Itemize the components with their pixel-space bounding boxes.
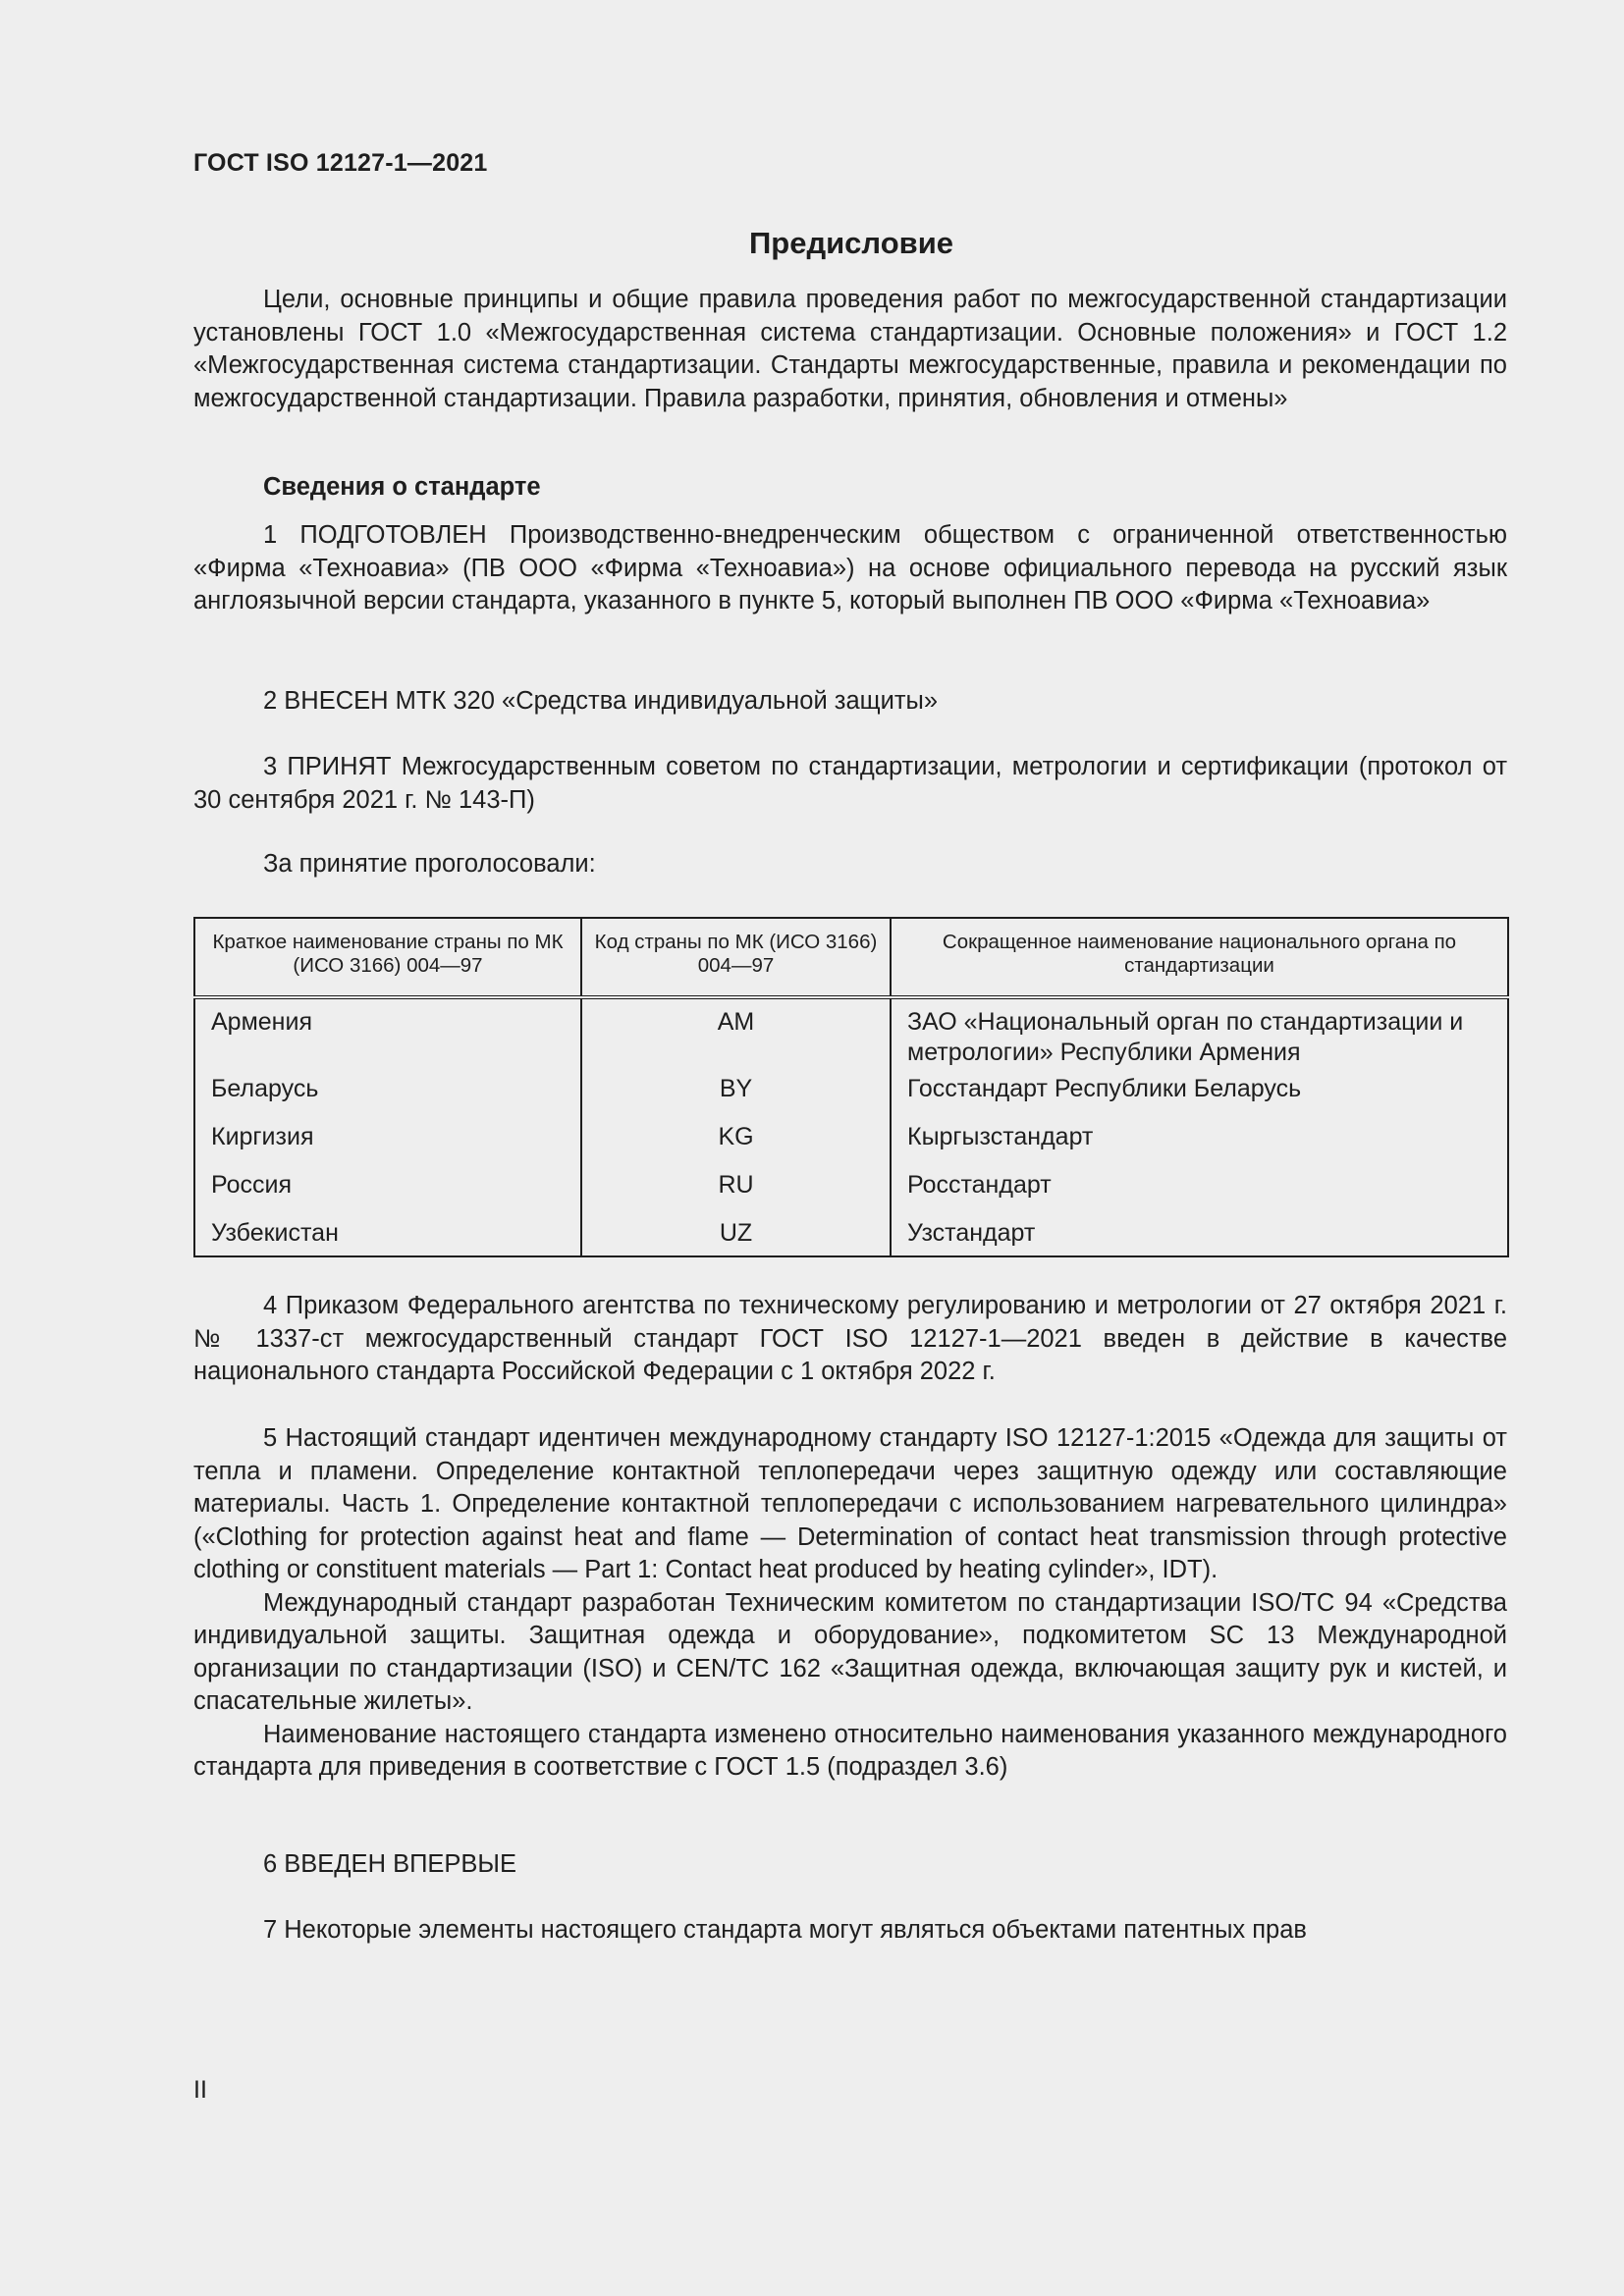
item-6-paragraph: 6 ВВЕДЕН ВПЕРВЫЕ bbox=[263, 1850, 517, 1878]
country-cell: Армения bbox=[194, 997, 581, 1074]
item-7-paragraph: 7 Некоторые элементы настоящего стандарта могут являться объектами патентных прав bbox=[263, 1916, 1307, 1944]
table-row bbox=[194, 1074, 1508, 1122]
item-1-block bbox=[193, 519, 1507, 618]
column-header-code: Код страны по МК (ИСО 3166) 004—97 bbox=[581, 918, 891, 997]
section-subheading: Сведения о стандарте bbox=[263, 473, 541, 501]
table-row bbox=[194, 1122, 1508, 1170]
table-header-row bbox=[194, 918, 1508, 997]
body-cell: Росстандарт bbox=[907, 1171, 1052, 1199]
page-number: II bbox=[193, 2076, 207, 2104]
item-2-paragraph: 2 ВНЕСЕН МТК 320 «Средства индивидуальной защиты» bbox=[263, 687, 939, 715]
item-1-paragraph: 1 ПОДГОТОВЛЕН Производственно-внедренческим обществом с ограниченной ответственностью «Фирма «Техноавиа» (ПВ ООО «Фирма «Техноавиа») на основе официального перевода на русский язык англоязычной версии стандарта, указанного в пункте 5, который выполнен ПВ ООО «Фирма «Техноавиа» bbox=[193, 521, 1507, 614]
body-cell: Кыргызстандарт bbox=[907, 1123, 1094, 1150]
item-3-paragraph: 3 ПРИНЯТ Межгосударственным советом по стандартизации, метрологии и сертификации (протокол от 30 сентября 2021 г. № 143-П) bbox=[193, 753, 1507, 814]
column-header-country: Краткое наименование страны по МК (ИСО 3166) 004—97 bbox=[194, 918, 581, 997]
item-5-name-change-paragraph: Наименование настоящего стандарта изменено относительно наименования указанного международного стандарта для приведения в соответствие с ГОСТ 1.5 (подраздел 3.6) bbox=[193, 1720, 1507, 1781]
intro-block bbox=[193, 284, 1507, 415]
item-3-block bbox=[193, 751, 1507, 817]
document-header: ГОСТ ISO 12127-1—2021 bbox=[193, 149, 488, 177]
country-cell: Россия bbox=[194, 1170, 581, 1218]
country-cell: Киргизия bbox=[194, 1122, 581, 1170]
column-header-body: Сокращенное наименование национального органа по стандартизации bbox=[891, 918, 1508, 997]
code-cell: KG bbox=[581, 1122, 891, 1170]
item-5-block bbox=[193, 1422, 1507, 1785]
table-row bbox=[194, 1218, 1508, 1256]
body-cell: Узстандарт bbox=[907, 1219, 1036, 1247]
code-cell: AM bbox=[581, 997, 891, 1074]
code-cell: BY bbox=[581, 1074, 891, 1122]
countries-table bbox=[193, 917, 1509, 1257]
body-cell: Госстандарт Республики Беларусь bbox=[907, 1075, 1302, 1102]
code-cell: UZ bbox=[581, 1218, 891, 1256]
table-row bbox=[194, 997, 1508, 1074]
body-cell: ЗАО «Национальный орган по стандартизации и метрологии» Республики Армения bbox=[907, 1008, 1464, 1066]
item-5-committee-paragraph: Международный стандарт разработан Техническим комитетом по стандартизации ISO/TC 94 «Средства индивидуальной защиты. Защитная одежда и оборудование», подкомитетом SC 13 Международной организации по стандартизации (ISO) и CEN/TC 162 «Защитная одежда, включающая защиту рук и кистей, и спасательные жилеты». bbox=[193, 1588, 1507, 1715]
item-4-paragraph: 4 Приказом Федерального агентства по техническому регулированию и метрологии от 27 октября 2021 г. № 1337-ст межгосударственный стандарт ГОСТ ISO 12127-1—2021 введен в действие в качестве национального стандарта Российской Федерации с 1 октября 2022 г. bbox=[193, 1292, 1507, 1385]
table-row bbox=[194, 1170, 1508, 1218]
code-cell: RU bbox=[581, 1170, 891, 1218]
country-cell: Беларусь bbox=[194, 1074, 581, 1122]
intro-paragraph: Цели, основные принципы и общие правила проведения работ по межгосударственной стандартизации установлены ГОСТ 1.0 «Межгосударственная система стандартизации. Основные положения» и ГОСТ 1.2 «Межгосударственная система стандартизации. Стандарты межгосударственные, правила и рекомендации по межгосударственной стандартизации. Правила разработки, принятия, обновления и отмены» bbox=[193, 286, 1507, 412]
country-cell: Узбекистан bbox=[194, 1218, 581, 1256]
page-title: Предисловие bbox=[748, 226, 953, 260]
voted-label: За принятие проголосовали: bbox=[263, 850, 596, 878]
item-4-block bbox=[193, 1290, 1507, 1389]
item-5-paragraph: 5 Настоящий стандарт идентичен международному стандарту ISO 12127-1:2015 «Одежда для защиты от тепла и пламени. Определение контактной теплопередачи через защитную одежду или составляющие материалы. Часть 1. Определение контактной теплопередачи с использованием нагревательного цилиндра» («Clothing for protection against heat and flame — Determination of contact heat transmission through protective clothing or constituent materials — Part 1: Contact heat produced by heating cylinder», IDT). bbox=[193, 1424, 1507, 1583]
